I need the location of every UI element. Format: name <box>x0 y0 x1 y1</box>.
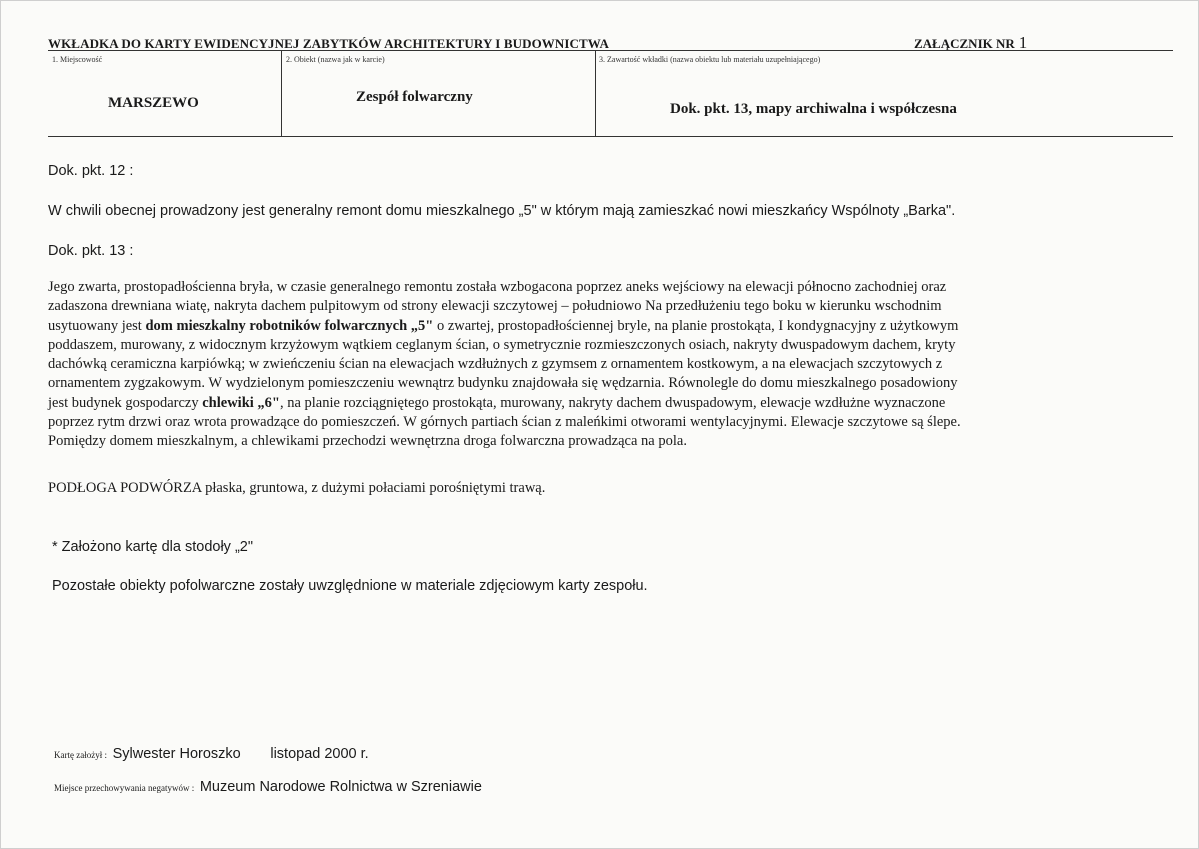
building-name-bold: chlewiki „6" <box>202 394 280 411</box>
paragraph-line <box>48 317 961 336</box>
paragraph-line: Pomiędzy domem mieszkalnym, a chlewikami przechodzi wewnętrzna droga folwarczna prowadząca na pola. <box>48 433 687 450</box>
yard-text: PODŁOGA PODWÓRZA płaska, gruntowa, z dużymi połaciami porośniętymi trawą. <box>48 480 546 496</box>
object-label: 2. Obiekt (nazwa jak w karcie) <box>286 55 385 64</box>
date-value: listopad 2000 r. <box>270 746 369 762</box>
note-text: * Założono kartę dla stodoły „2" <box>52 539 254 555</box>
content-value: Dok. pkt. 13, mapy archiwalna i współczesna <box>670 101 957 117</box>
text-run: o zwartej, prostopadłościennej bryle, na planie prostokąta, I kondygnacyjny z użytkowym <box>433 317 959 334</box>
header-top-rule <box>48 50 1173 51</box>
header-bottom-rule <box>48 136 1173 137</box>
doc13-paragraph <box>48 278 961 452</box>
doc12-heading: Dok. pkt. 12 : <box>48 163 134 179</box>
storage-label: Miejsce przechowywania negatywów : <box>54 783 195 793</box>
author-label: Kartę założył : <box>54 750 107 760</box>
locality-value: MARSZEWO <box>108 95 199 111</box>
storage-line <box>54 778 482 798</box>
paragraph-line <box>48 394 961 413</box>
paragraph-line: poprzez rytm drzwi oraz wrota prowadzące do pomieszczeń. W górnych partiach ścian z maleńkimi otworami wentylacyjnymi. Elewacje szczytowe są ślepe. <box>48 414 961 431</box>
object-value: Zespół folwarczny <box>356 89 473 105</box>
paragraph-line: zadaszona drewniana wiatę, nakryta dachem pulpitowym od strony elewacji szczytowej – południowo Na przedłużeniu tego boku w kierunku wschodnim <box>48 298 942 315</box>
paragraph-line: Jego zwarta, prostopadłościenna bryła, w czasie generalnego remontu została wzbogacona poprzez aneks wejściowy na elewacji północno zachodniej oraz <box>48 279 947 295</box>
content-label: 3. Zawartość wkładki (nazwa obiektu lub materiału uzupełniającego) <box>599 55 821 64</box>
text-run: , na planie rozciągniętego prostokąta, murowany, nakryty dachem dwuspadowym, elewacje wzdłużne wyznaczone <box>279 394 946 411</box>
annex-number: 1 <box>1018 33 1028 52</box>
text-run: jest budynek gospodarczy <box>48 394 203 411</box>
storage-value: Muzeum Narodowe Rolnictwa w Szreniawie <box>199 779 482 795</box>
doc12-text: W chwili obecnej prowadzony jest generalny remont domu mieszkalnego „5" w którym mają zamieszkać nowi mieszkańcy Wspólnoty „Barka". <box>48 203 956 219</box>
paragraph-line: ornamentem zygzakowym. W wydzielonym pomieszczeniu wewnątrz budynku znajdowała się wędzarnia. Równolegle do domu mieszkalnego posadowiony <box>48 375 958 392</box>
author-value: Sylwester Horoszko <box>112 746 241 762</box>
column-divider-2 <box>595 51 596 136</box>
paragraph-line: dachówką ceramiczna karpiówką; w zwieńczeniu ścian na elewacjach wzdłużnych z gzymsem z ornamentem kostkowym, a na elewacjach szczytowych z <box>48 356 943 373</box>
doc13-heading: Dok. pkt. 13 : <box>48 243 134 259</box>
paragraph-line: poddaszem, murowany, z widocznym krzyżowym wątkiem ceglanym ścian, o symetrycznie rozmieszczonych osiach, nakryty dwuspadowym dachem, kryty <box>48 336 956 353</box>
column-divider-1 <box>281 51 282 136</box>
annex-text: ZAŁĄCZNIK NR <box>914 36 1015 51</box>
author-line <box>54 745 369 765</box>
locality-label: 1. Miejscowość <box>52 55 103 64</box>
text-run: usytuowany jest <box>48 317 146 334</box>
remaining-text: Pozostałe obiekty pofolwarczne zostały uwzględnione w materiale zdjęciowym karty zespołu. <box>52 578 648 594</box>
building-name-bold: dom mieszkalny robotników folwarcznych „5" <box>145 317 434 334</box>
form-title: WKŁADKA DO KARTY EWIDENCYJNEJ ZABYTKÓW ARCHITEKTURY I BUDOWNICTWA <box>48 36 609 51</box>
